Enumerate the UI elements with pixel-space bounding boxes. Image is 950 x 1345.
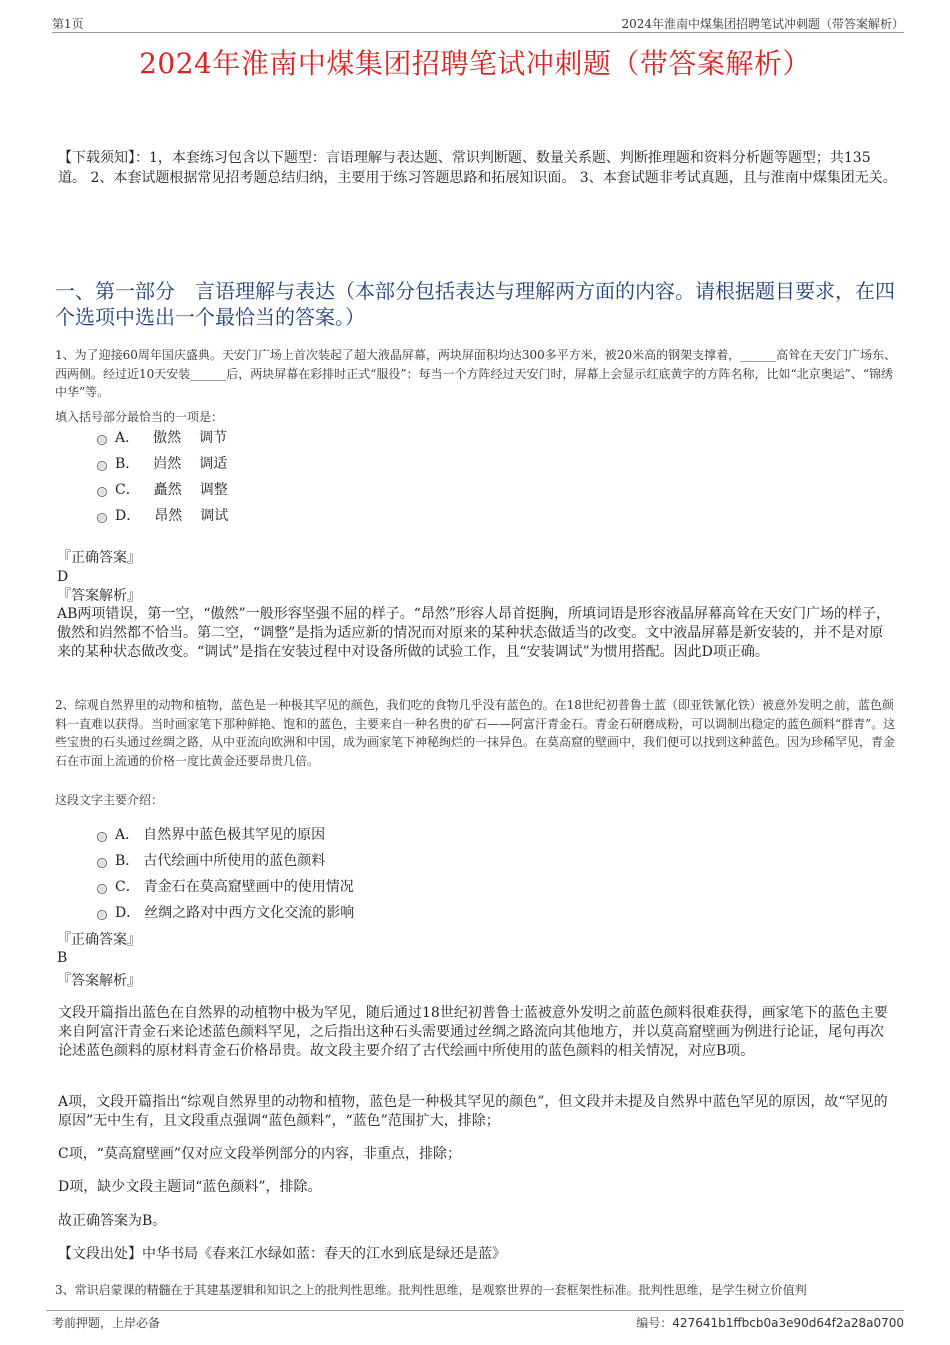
radio-icon[interactable] <box>97 858 107 868</box>
explanation-paragraph: 故正确答案为B。 <box>58 1213 167 1229</box>
option-b[interactable]: B． 古代绘画中所使用的蓝色颜料 <box>97 848 354 874</box>
question-2-prompt: 这段文字主要介绍： <box>55 793 164 807</box>
question-1-options <box>97 425 228 529</box>
option-c[interactable]: C． 青金石在莫高窟壁画中的使用情况 <box>97 874 354 900</box>
radio-icon[interactable] <box>97 910 107 920</box>
correct-answer: D <box>57 569 69 585</box>
option-a[interactable]: A． 自然界中蓝色极其罕见的原因 <box>97 822 354 848</box>
radio-icon[interactable] <box>97 461 107 471</box>
document-title: 2024年淮南中煤集团招聘笔试冲刺题（带答案解析） <box>139 47 811 80</box>
answer-label: 『正确答案』 <box>57 932 141 948</box>
option-d[interactable]: D． 昂然 调试 <box>97 503 228 529</box>
question-2-text: 2、综观自然界里的动物和植物，蓝色是一种极其罕见的颜色，我们吃的食物几乎没有蓝色的。在18世纪初普鲁士蓝（即亚铁氰化铁）被意外发明之前，蓝色颜料一直难以获得。当时画家笔下那种鲜艳、饱和的蓝色，主要来自一种名贵的矿石——阿富汗青金石。青金石研磨成粉，可以调制出稳定的蓝色颜料“群青”。这些宝贵的石头通过丝绸之路，从中亚流向欧洲和中国，成为画家笔下神秘绚烂的一抹异色。在莫高窟的壁画中，我们便可以找到这种蓝色。因为珍稀罕见，青金石在市面上流通的价格一度比黄金还要昂贵几倍。 <box>55 698 896 768</box>
question-1-text: 1、为了迎接60周年国庆盛典。天安门广场上首次装起了超大液晶屏幕，两块屏面积均达300多平方米，被20米高的钢架支撑着，______高耸在天安门广场东、西两侧。经过近10天安装______后，两块屏幕在彩排时正式“服役”：每当一个方阵经过天安门时，屏幕上会显示红底黄字的方阵名称，比如“北京奥运”、“锦绣中华”等。 <box>55 348 897 399</box>
page-number: 第1页 <box>52 17 84 31</box>
question-3-text: 3、常识启蒙课的精髓在于其建基逻辑和知识之上的批判性思维。批判性思维，是观察世界的一套框架性标准。批判性思维，是学生树立价值判 <box>55 1283 807 1297</box>
footer-divider <box>46 1310 904 1311</box>
option-a[interactable]: A． 傲然 调节 <box>97 425 228 451</box>
explanation-text: AB两项错误，第一空，“傲然”一般形容坚强不屈的样子。“昂然”形容人昂首挺胸，所填词语是形容液晶屏幕高耸在天安门广场的样子，傲然和岿然都不恰当。第二空，“调整”是指为适应新的情况而对原来的某种状态做适当的改变。文中液晶屏幕是新安装的，并不是对原来的某种状态做改变。“调试”是指在安装过程中对设备所做的试验工作，且“安装调试”为惯用搭配。因此D项正确。 <box>57 606 891 660</box>
explanation-label: 『答案解析』 <box>57 588 141 604</box>
page-header <box>52 12 904 33</box>
correct-answer: B <box>57 950 68 966</box>
section-title: 一、第一部分 言语理解与表达（本部分包括表达与理解两方面的内容。请根据题目要求，在四个选项中选出一个最恰当的答案。） <box>55 279 895 329</box>
radio-icon[interactable] <box>97 435 107 445</box>
radio-icon[interactable] <box>97 832 107 842</box>
question-2-options <box>97 822 354 926</box>
option-b[interactable]: B． 岿然 调适 <box>97 451 228 477</box>
radio-icon[interactable] <box>97 513 107 523</box>
explanation-paragraph: D项，缺少文段主题词“蓝色颜料”，排除。 <box>58 1179 322 1195</box>
radio-icon[interactable] <box>97 487 107 497</box>
explanation-paragraph: 文段开篇指出蓝色在自然界的动植物中极为罕见，随后通过18世纪初普鲁士蓝被意外发明之前蓝色颜料很难获得，画家笔下的蓝色主要来自阿富汗青金石来论述蓝色颜料罕见，之后指出这种石头需要通过丝绸之路流向其他地方，并以莫高窟壁画为例进行论证，尾句再次论述蓝色颜料的原材料青金石价格昂贵。故文段主要介绍了古代绘画中所使用的蓝色颜料的相关情况，对应B项。 <box>58 1005 888 1059</box>
option-d[interactable]: D． 丝绸之路对中西方文化交流的影响 <box>97 900 354 926</box>
source-note: 【文段出处】中华书局《春来江水绿如蓝：春天的江水到底是绿还是蓝》 <box>58 1246 506 1262</box>
footer-slogan: 考前押题，上岸必备 <box>52 1316 161 1330</box>
header-doc-title: 2024年淮南中煤集团招聘笔试冲刺题（带答案解析） <box>621 17 904 31</box>
explanation-paragraph: C项，“莫高窟壁画”仅对应文段举例部分的内容，非重点，排除； <box>58 1146 462 1162</box>
radio-icon[interactable] <box>97 884 107 894</box>
download-notice: 【下载须知】：1，本套练习包含以下题型：言语理解与表达题、常识判断题、数量关系题、判断推理题和资料分析题等题型；共135道。 2、本套试题根据常见招考题总结归纳，主要用于练习答题思路和拓展知识面。 3、本套试题非考试真题，且与淮南中煤集团无关。 <box>58 150 897 186</box>
footer-code: 编号：427641b1ffbcb0a3e90d64f2a28a0700 <box>636 1316 904 1330</box>
question-1-prompt: 填入括号部分最恰当的一项是： <box>55 410 224 424</box>
option-c[interactable]: C． 矗然 调整 <box>97 477 228 503</box>
answer-label: 『正确答案』 <box>57 550 141 566</box>
explanation-paragraph: A项，文段开篇指出“综观自然界里的动物和植物，蓝色是一种极其罕见的颜色”，但文段并未提及自然界中蓝色罕见的原因，故“罕见的原因”无中生有，且文段重点强调“蓝色颜料”，“蓝色”范围扩大，排除； <box>58 1094 888 1129</box>
explanation-label: 『答案解析』 <box>57 973 141 989</box>
